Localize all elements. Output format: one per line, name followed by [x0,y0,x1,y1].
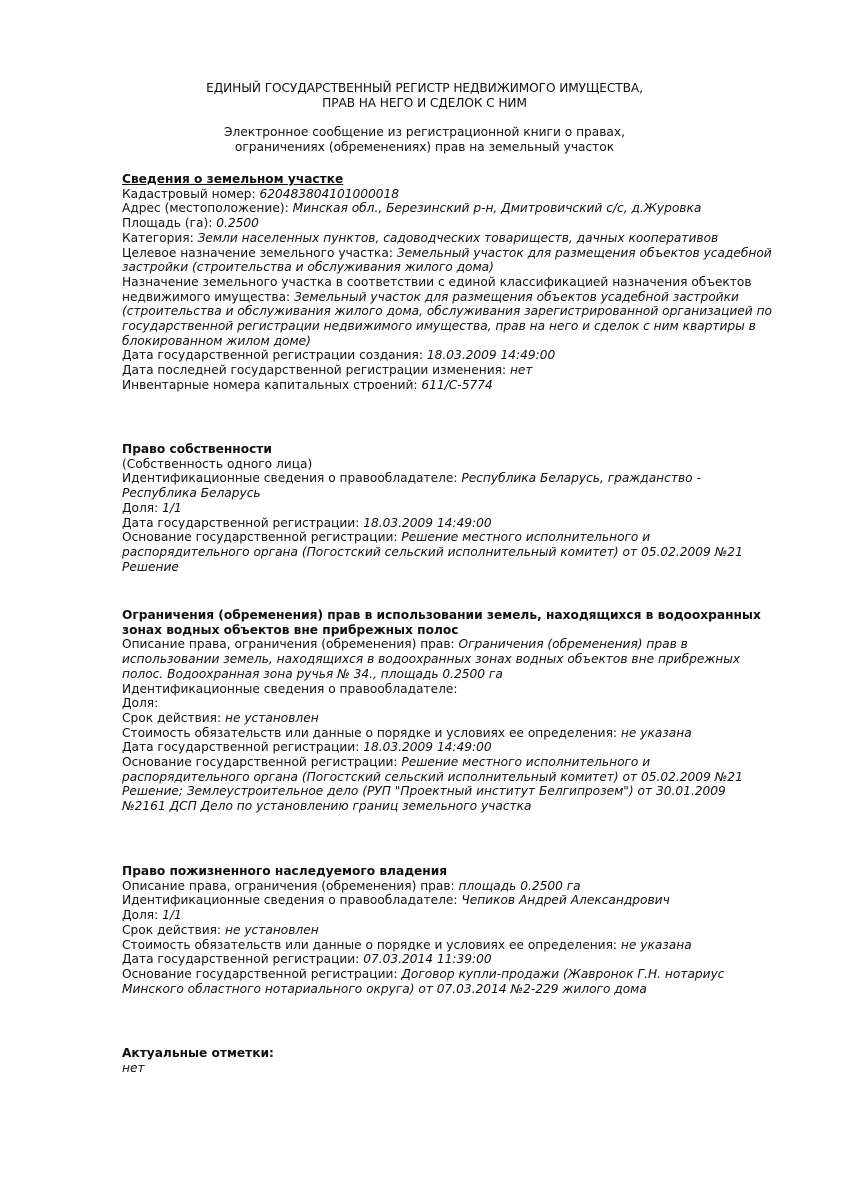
field-value: не установлен [225,710,319,725]
field-value: Земельный участок для размещения объектов усадебной застройки (строительства и обслуживания жилого дома, обслуживания зарегистрированной организацией по государственной регистрации недвижимого имущества, прав на него и сделок с ним квартиры в блокированном жилом доме) [122,289,773,348]
ownership-section [122,442,772,574]
field-row [122,711,772,726]
field-row [122,740,772,755]
document-subtitle-line2: ограничениях (обременениях) прав на земельный участок [234,140,615,154]
field-value: Республика Беларусь, гражданство - Республика Беларусь [122,471,701,501]
field-row [122,726,772,741]
registry-title-line1: ЕДИНЫЙ ГОСУДАРСТВЕННЫЙ РЕГИСТР НЕДВИЖИМОГО ИМУЩЕСТВА, [206,81,643,95]
field-value: Договор купли-продажи (Жавронок Г.Н. нотариус Минского областного нотариального округа) от 07.03.2014 №2-229 жилого дома [122,966,725,996]
field-label: Доля: [122,500,163,515]
section-heading: Сведения о земельном участке [122,172,344,186]
restrictions-section [122,608,772,814]
field-value: 18.03.2009 14:49:00 [363,515,492,530]
document-header [0,81,849,155]
field-label: Инвентарные номера капитальных строений: [122,377,422,392]
field-row [122,938,772,953]
field-value: не указана [620,937,692,952]
field-value: 1/1 [162,908,182,923]
field-label: Адрес (местоположение): [122,201,293,216]
field-label: Основание государственной регистрации: [122,530,402,545]
field-label: Срок действия: [122,710,225,725]
field-value: 07.03.2014 11:39:00 [363,952,492,967]
ownership-type: (Собственность одного лица) [122,456,313,471]
land-plot-section [122,172,772,393]
field-row [122,893,772,908]
field-label: Кадастровый номер: [122,186,260,201]
section-heading: Право собственности [122,442,272,456]
field-label: Дата государственной регистрации создания: [122,348,427,363]
field-label: Категория: [122,230,198,245]
field-value: не установлен [225,922,319,937]
section-heading: Право пожизненного наследуемого владения [122,864,448,878]
field-value: 620483804101000018 [259,186,400,201]
field-value: 18.03.2009 14:49:00 [363,740,492,755]
field-value: Земли населенных пунктов, садоводческих товариществ, дачных кооперативов [197,230,719,245]
field-label: Дата последней государственной регистрации изменения: [122,363,510,378]
field-row [122,501,772,516]
field-value: Минская обл., Березинский р-н, Дмитровичский с/с, д.Журовка [292,201,702,216]
field-row [122,187,772,202]
field-value: 18.03.2009 14:49:00 [426,348,556,363]
field-label: Дата государственной регистрации: [122,740,364,755]
life-possession-section [122,864,772,996]
field-label: Основание государственной регистрации: [122,966,402,981]
field-row [122,231,772,246]
current-marks-section [122,1046,772,1075]
section-heading: Актуальные отметки: [122,1046,274,1060]
field-value: 0.2500 [216,216,259,231]
current-marks-value: нет [122,1060,145,1075]
field-label: Дата государственной регистрации: [122,952,364,967]
field-row [122,696,772,711]
field-label: Доля: [122,696,159,711]
field-value: не указана [620,725,692,740]
field-value: 1/1 [162,500,182,515]
field-row [122,216,772,231]
field-label: Целевое назначение земельного участка: [122,245,397,260]
field-row [122,952,772,967]
field-label: Стоимость обязательств или данные о порядке и условиях ее определения: [122,937,621,952]
field-row [122,275,772,349]
field-value: Земельный участок для размещения объектов усадебной застройки (строительства и обслуживания жилого дома) [122,245,772,275]
field-label: Доля: [122,908,163,923]
field-value: нет [509,363,533,378]
field-label: Описание права, ограничения (обременения) прав: [122,637,459,652]
document-subtitle-line1: Электронное сообщение из регистрационной книги о правах, [224,125,625,139]
field-value: Решение местного исполнительного и распорядительного органа (Погостский сельский исполнительный комитет) от 05.02.2009 №21 Решение [122,530,743,574]
field-row [122,201,772,216]
field-value: Чепиков Андрей Александрович [461,893,670,908]
field-row [122,637,772,681]
field-row [122,923,772,938]
field-label: Срок действия: [122,922,225,937]
field-row [122,378,772,393]
field-label: Идентификационные сведения о правообладателе: [122,471,462,486]
field-row [122,363,772,378]
field-row [122,471,772,500]
field-row [122,879,772,894]
field-value: Ограничения (обременения) прав в использовании земель, находящихся в водоохранных зонах водных объектов вне прибрежных полос. Водоохранная зона ручья № 34., площадь 0.2500 га [122,637,741,681]
field-row [122,530,772,574]
field-row [122,682,772,697]
field-label: Стоимость обязательств или данные о порядке и условиях ее определения: [122,725,621,740]
field-label: Идентификационные сведения о правообладателе: [122,681,458,696]
field-label: Идентификационные сведения о правообладателе: [122,893,462,908]
field-row [122,246,772,275]
field-label: Основание государственной регистрации: [122,755,402,770]
field-row [122,755,772,814]
field-row [122,908,772,923]
section-heading: Ограничения (обременения) прав в использовании земель, находящихся в водоохранных зонах водных объектов вне прибрежных полос [122,608,761,637]
field-row [122,516,772,531]
field-label: Площадь (га): [122,216,217,231]
field-label: Дата государственной регистрации: [122,515,364,530]
field-label: Описание права, ограничения (обременения) прав: [122,878,459,893]
field-value: площадь 0.2500 га [458,878,581,893]
field-label: Назначение земельного участка в соответствии с единой классификацией назначения объектов недвижимого имущества: [122,274,752,304]
field-value: Решение местного исполнительного и распорядительного органа (Погостский сельский исполнительный комитет) от 05.02.2009 №21 Решение; Землеустроительное дело (РУП "Проектный институт Белгипрозем") от 30.01.2009 №2161 ДСП Дело по установлению границ земельного участка [122,755,743,814]
field-row [122,967,772,996]
registry-title-line2: ПРАВ НА НЕГО И СДЕЛОК С НИМ [322,96,527,110]
field-row [122,348,772,363]
field-value: 611/С-5774 [421,377,493,392]
